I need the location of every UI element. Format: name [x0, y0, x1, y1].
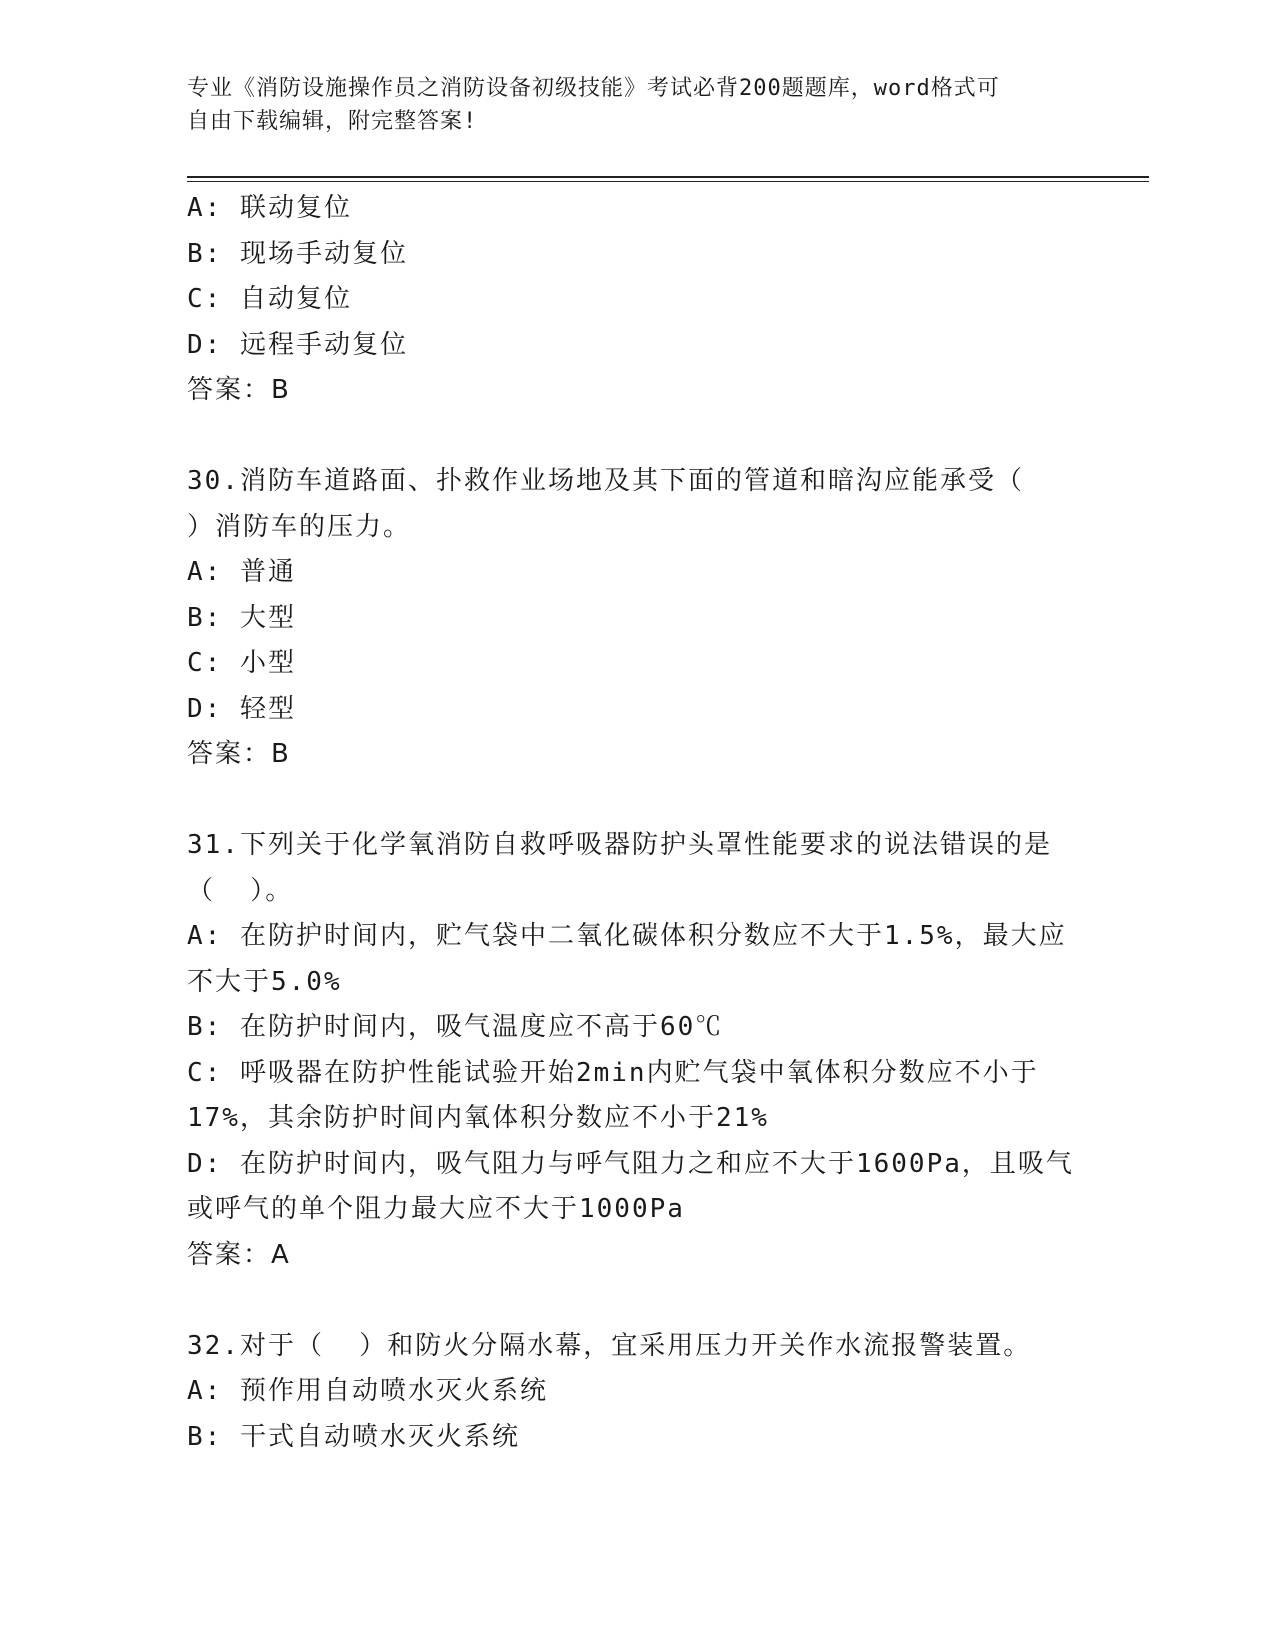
- option-b: B: 干式自动喷水灭火系统: [187, 1421, 520, 1452]
- question-stem-line-1: 30.消防车道路面、扑救作业场地及其下面的管道和暗沟应能承受（: [187, 466, 1024, 496]
- option-c: C: 自动复位: [187, 284, 352, 314]
- question-29: [187, 186, 1087, 414]
- header-line-2: 自由下载编辑，附完整答案!: [187, 109, 478, 134]
- question-stem-line-2: （ ）。: [187, 875, 294, 906]
- option-c-line-1: C: 呼吸器在防护性能试验开始2min内贮气袋中氧体积分数应不小于: [187, 1057, 1039, 1088]
- header-divider-thin: [187, 181, 1149, 182]
- question-stem-line-1: 31.下列关于化学氧消防自救呼吸器防护头罩性能要求的说法错误的是: [187, 830, 1052, 860]
- option-a-line-1: A: 在防护时间内，贮气袋中二氧化碳体积分数应不大于1.5%，最大应: [187, 921, 1067, 951]
- question-stem: 32.对于（ ）和防火分隔水幕，宜采用压力开关作水流报警装置。: [187, 1330, 1032, 1361]
- spacer: [187, 414, 1087, 460]
- option-c-line-2: 17%，其余防护时间内氧体积分数应不小于21%: [187, 1103, 769, 1133]
- option-c: C: 小型: [187, 648, 296, 678]
- option-a: A: 联动复位: [187, 193, 352, 223]
- option-d-line-1: D: 在防护时间内，吸气阻力与呼气阻力之和应不大于1600Pa，且吸气: [187, 1148, 1074, 1179]
- header-divider-thick: [187, 176, 1149, 178]
- option-b: B: 在防护时间内，吸气温度应不高于60℃: [187, 1012, 724, 1042]
- option-b: B: 大型: [187, 602, 296, 633]
- question-stem-line-2: ）消防车的压力。: [187, 511, 412, 542]
- spacer: [187, 778, 1087, 824]
- option-d: D: 远程手动复位: [187, 329, 408, 360]
- option-d: D: 轻型: [187, 693, 296, 724]
- option-a: A: 预作用自动喷水灭火系统: [187, 1376, 548, 1406]
- question-31: [187, 823, 1087, 1278]
- spacer: [187, 1278, 1087, 1324]
- option-a-line-2: 不大于5.0%: [187, 966, 342, 997]
- question-content: [187, 186, 1087, 1460]
- question-32: [187, 1324, 1087, 1461]
- option-a: A: 普通: [187, 557, 296, 587]
- header-line-1: 专业《消防设施操作员之消防设备初级技能》考试必背200题题库，word格式可: [187, 76, 1000, 101]
- option-d-line-2: 或呼气的单个阻力最大应不大于1000Pa: [187, 1194, 685, 1224]
- question-30: [187, 459, 1087, 778]
- option-b: B: 现场手动复位: [187, 238, 408, 269]
- page-header: [187, 72, 1067, 138]
- answer-line: 答案：B: [187, 739, 291, 769]
- answer-line: 答案：B: [187, 375, 291, 405]
- answer-line: 答案：A: [187, 1239, 291, 1270]
